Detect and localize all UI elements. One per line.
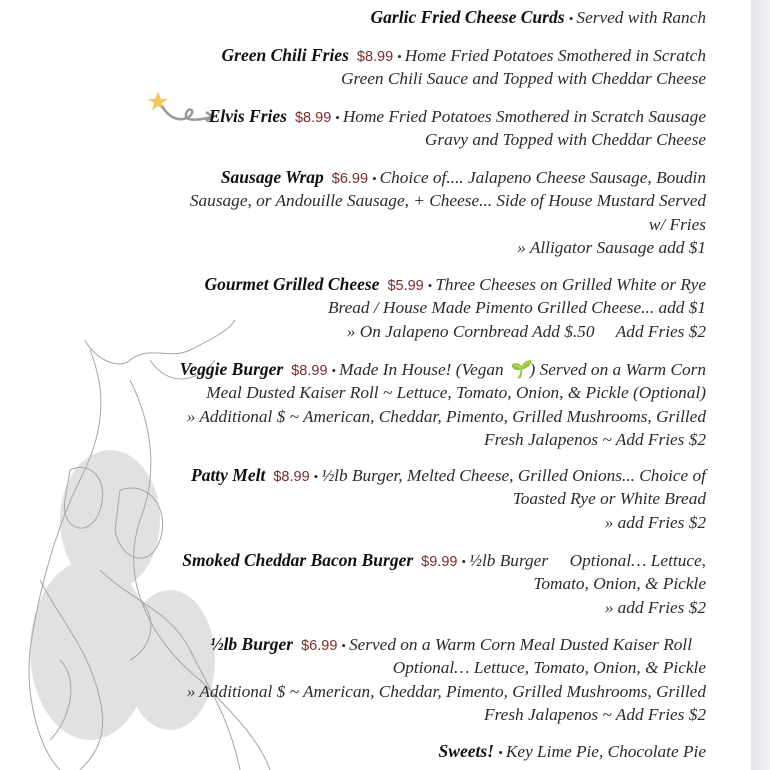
menu-item-description-line xyxy=(187,680,706,703)
menu-item-description: ½lb Burger, Melted Cheese, Grilled Onions... Choice of xyxy=(321,466,706,485)
menu-item-header xyxy=(182,549,706,572)
bullet-separator: • xyxy=(427,278,433,293)
menu-item-description: Tomato, Onion, & Pickle xyxy=(533,574,706,594)
menu-item-description: Gravy and Topped with Cheddar Cheese xyxy=(424,130,706,150)
menu-item-description: Home Fried Potatoes Smothered in Scratch xyxy=(404,46,706,65)
menu-item-name: Elvis Fries xyxy=(208,106,287,126)
menu-item-description: Fresh Jalapenos ~ Add Fries $2 xyxy=(484,429,706,449)
bullet-separator: • xyxy=(568,11,574,26)
menu-item-description: Bread / House Made Pimento Grilled Cheese... add $1 xyxy=(327,298,706,318)
menu-item-price: $6.99 xyxy=(301,638,338,654)
menu-item-name: Smoked Cheddar Bacon Burger xyxy=(182,550,414,570)
menu-item-description-line xyxy=(187,703,706,726)
menu-item-name: Green Chili Fries xyxy=(221,45,349,65)
bullet-separator: • xyxy=(498,745,503,760)
menu-item-description: Three Cheeses on Grilled White or Rye xyxy=(435,275,706,294)
menu-item-description: Choice of.... Jalapeno Cheese Sausage, Boudin xyxy=(379,168,706,187)
menu-item-name: Sweets! xyxy=(438,741,494,761)
menu-item-price: $5.99 xyxy=(387,278,424,294)
menu-item-description-line xyxy=(222,67,707,90)
menu-item-price: $8.99 xyxy=(294,110,332,126)
menu-item xyxy=(439,740,706,763)
menu-item-description: Meal Dusted Kaiser Roll ~ Lettuce, Tomato, Onion, & Pickle (Optional) xyxy=(206,383,706,403)
menu-item-description-line xyxy=(204,320,706,343)
menu-item-description-line xyxy=(187,656,706,679)
menu-item-description-line xyxy=(191,511,706,534)
menu-item-header xyxy=(187,633,706,656)
menu-item-description-line xyxy=(180,405,706,428)
menu-item-description-line xyxy=(182,596,706,619)
menu-item-description: » add Fries $2 xyxy=(604,597,706,617)
star-arrow-icon xyxy=(148,92,216,126)
menu-item-description-line xyxy=(209,128,706,151)
menu-item-description: ½lb Burger Optional… Lettuce, xyxy=(469,551,706,570)
menu-item-description: Key Lime Pie, Chocolate Pie xyxy=(505,742,706,761)
menu-item xyxy=(190,166,706,259)
menu-item xyxy=(222,44,707,91)
menu-item-description-line xyxy=(191,487,706,510)
menu-item-header xyxy=(204,273,706,296)
menu-item-description-line xyxy=(204,296,706,319)
menu-item-description-line xyxy=(190,213,706,236)
menu-item-header xyxy=(180,358,706,381)
menu-item-name: Sausage Wrap xyxy=(220,167,324,187)
menu-item xyxy=(180,358,706,451)
bullet-separator: • xyxy=(313,469,319,484)
menu-item-header xyxy=(190,166,706,189)
menu-item-description: » Additional $ ~ American, Cheddar, Pimento, Grilled Mushrooms, Grilled xyxy=(186,406,706,426)
page-edge xyxy=(751,0,770,770)
menu-item-description: » add Fries $2 xyxy=(604,512,706,532)
menu-item-description-line xyxy=(180,428,706,451)
menu-item-description: » Alligator Sausage add $1 xyxy=(517,237,706,257)
menu-item-name: Patty Melt xyxy=(191,465,266,485)
menu-item-description: Home Fried Potatoes Smothered in Scratch Sausage xyxy=(342,107,706,126)
menu-item-name: ½lb Burger xyxy=(210,634,294,654)
menu-item-description-line xyxy=(180,381,706,404)
menu-item-description-line xyxy=(190,189,706,212)
bullet-separator: • xyxy=(397,49,402,64)
menu-item xyxy=(371,6,706,29)
bullet-separator: • xyxy=(335,110,340,125)
menu-item-price: $8.99 xyxy=(291,363,328,379)
menu-item-description: Optional… Lettuce, Tomato, Onion, & Pickle xyxy=(392,658,706,678)
menu-item-description: Green Chili Sauce and Topped with Cheddar Cheese xyxy=(341,69,706,89)
menu-item-description-line xyxy=(190,236,706,259)
menu-item-price: $8.99 xyxy=(356,49,394,65)
menu-item-header xyxy=(371,6,706,29)
menu-item-header xyxy=(191,464,706,487)
menu-item xyxy=(182,549,706,619)
menu-item-description: Sausage, or Andouille Sausage, + Cheese... Side of House Mustard Served xyxy=(189,191,706,211)
menu-item-description: w/ Fries xyxy=(648,214,706,234)
menu-item xyxy=(209,105,706,152)
menu-item-header xyxy=(222,44,707,67)
menu-item-name: Veggie Burger xyxy=(179,359,284,379)
menu-item-description: Made In House! (Vegan 🌱) Served on a Warm Corn xyxy=(339,360,706,379)
bullet-separator: • xyxy=(372,171,377,186)
menu-item-description: Toasted Rye or White Bread xyxy=(512,489,706,509)
menu-item-description: Fresh Jalapenos ~ Add Fries $2 xyxy=(484,704,706,724)
menu-item-description: » On Jalapeno Cornbread Add $.50 Add Fries $2 xyxy=(346,321,706,341)
menu-item-price: $6.99 xyxy=(331,171,369,187)
menu-item-price: $8.99 xyxy=(273,469,310,485)
menu-item-description: » Additional $ ~ American, Cheddar, Pimento, Grilled Mushrooms, Grilled xyxy=(186,681,706,701)
menu-item-price: $9.99 xyxy=(421,554,458,570)
menu-item xyxy=(204,273,706,343)
menu-item-header xyxy=(439,740,706,763)
menu-item xyxy=(187,633,706,726)
menu-item-description: Served with Ranch xyxy=(576,8,706,27)
menu-item-name: Gourmet Grilled Cheese xyxy=(204,274,380,294)
bullet-separator: • xyxy=(331,363,337,378)
bullet-separator: • xyxy=(461,554,467,569)
menu-item-name: Garlic Fried Cheese Curds xyxy=(370,7,565,27)
menu-item-header xyxy=(209,105,706,128)
bullet-separator: • xyxy=(341,638,346,653)
menu-item xyxy=(191,464,706,534)
menu-item-description-line xyxy=(182,572,706,595)
menu-item-description: Served on a Warm Corn Meal Dusted Kaiser Roll xyxy=(348,635,692,654)
